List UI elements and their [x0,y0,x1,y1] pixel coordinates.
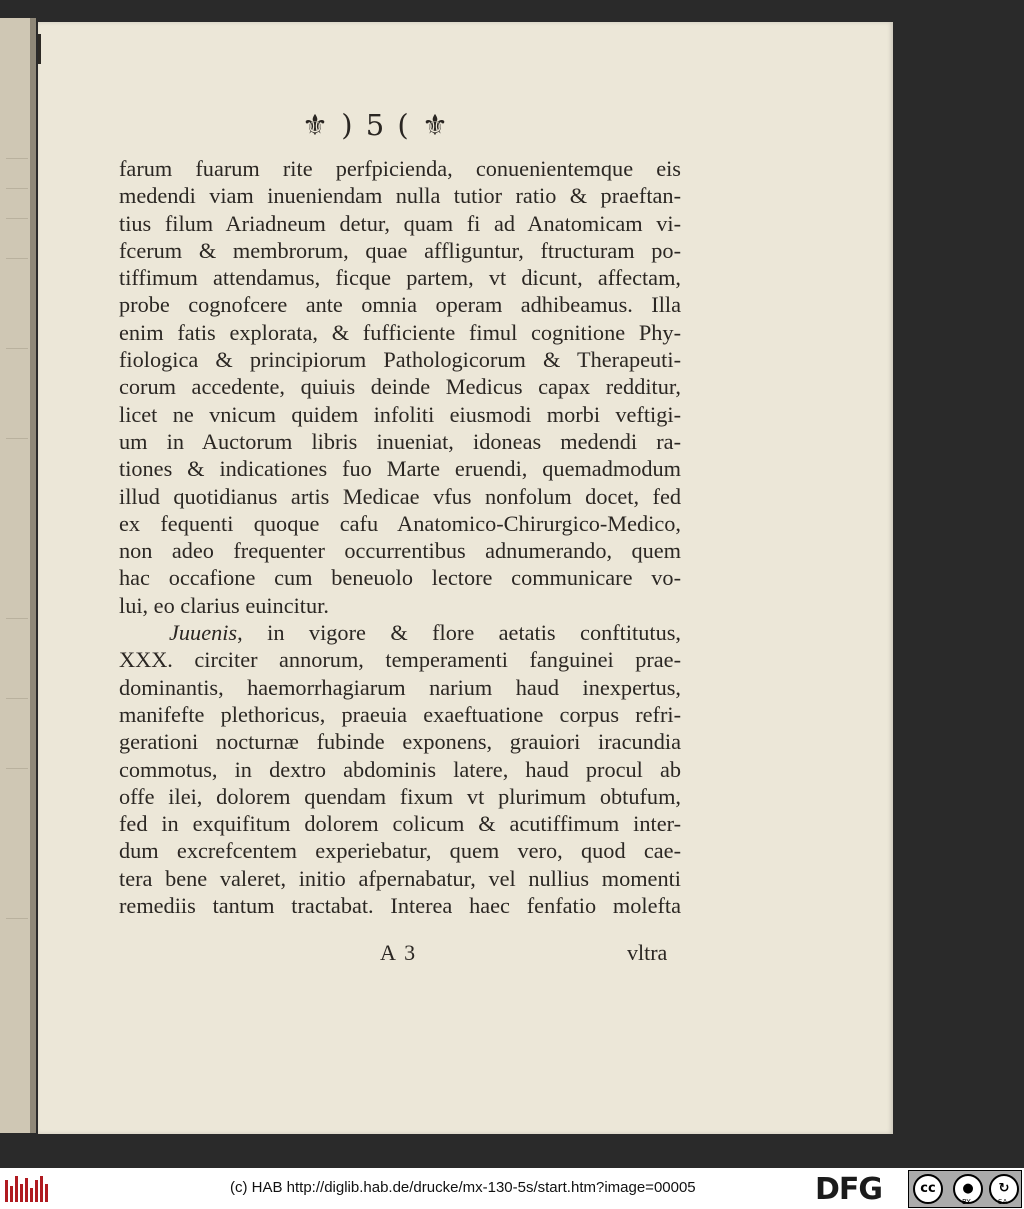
text-line: dominantis, haemorrhagiarum narium haud inexpertus, [119,674,681,700]
text-line: commotus, in dextro abdominis latere, haud procul ab [119,756,681,782]
text-line: probe cognofcere ante omnia operam adhibeamus. Illa [119,292,681,318]
text-line: farum fuarum rite perfpicienda, conuenientemque eis [119,156,681,181]
text-line: fcerum & membrorum, quae affliguntur, ftructuram po- [119,237,681,263]
dfg-logo: DFG [815,1172,883,1207]
text-line: XXX. circiter annorum, temperamenti fanguinei prae- [119,647,681,673]
page-body [119,155,681,919]
text-line: manifefte plethoricus, praeuia exaeftuatione corpus refri- [119,701,681,727]
text-line: corum accedente, quiuis deinde Medicus capax redditur, [119,374,681,400]
italic-word: Juuenis [169,620,238,646]
by-label: BY [962,1198,971,1206]
footer-bar [0,1168,1024,1209]
text-line: gerationi nocturnæ fubinde exponens, grauiori iracundia [119,729,681,755]
text-line: enim fatis explorata, & fufficiente fimul cognitione Phy- [119,319,681,345]
page-header: ⚜ ) 5 ( ⚜ [302,108,450,142]
text-line: ex fequenti quoque cafu Anatomico-Chirurgico-Medico, [119,510,681,536]
text-line: hac occafione cum beneuolo lectore communicare vo- [119,565,681,591]
text-line: remediis tantum tractabat. Interea haec fenfatio molefta [119,893,681,919]
copyright-link[interactable]: (c) HAB http://diglib.hab.de/drucke/mx-130-5s/start.htm?image=00005 [230,1179,696,1196]
share-alike-icon: ↻ [989,1174,1019,1204]
text-line: dum excrefcentem experiebatur, quem vero, quod cae- [119,838,681,864]
previous-page-edge [0,18,36,1133]
text-line: tiones & indicationes fuo Marte eruendi, quemadmodum [119,456,681,482]
text-line: lui, eo clarius euincitur. [119,592,329,618]
text-line: non adeo frequenter occurrentibus adnumerando, quem [119,538,681,564]
hab-logo-icon [5,1176,49,1202]
text-line: illud quotidianus artis Medicae vfus nonfolum docet, fed [119,483,681,509]
page-marker [38,34,41,64]
text-line: tius filum Ariadneum detur, quam fi ad Anatomicam vi- [119,210,681,236]
attribution-icon: ● [953,1174,983,1204]
signature-mark: A 3 [380,940,418,965]
sa-label: SA [998,1198,1008,1206]
text-line: um in Auctorum libris inueniat, idoneas medendi ra- [119,428,681,454]
cc-icon: cc [913,1174,943,1204]
paragraph-start [119,619,681,646]
text-line: licet ne vnicum quidem infoliti eiusmodi morbi veftigi- [119,401,681,427]
text-line: fed in exquifitum dolorem colicum & acutiffimum inter- [119,811,681,837]
text-line: fiologica & principiorum Pathologicorum & Therapeuti- [119,347,681,373]
text-line: tera bene valeret, initio afpernabatur, vel nullius momenti [119,865,681,891]
catchword: vltra [627,940,668,965]
cc-license-badge[interactable] [908,1170,1022,1208]
text-line: tiffimum attendamus, ficque partem, vt dicunt, affectam, [119,265,681,291]
text-line: medendi viam inueniendam nulla tutior ratio & praeftan- [119,183,681,209]
text-fragment: , in vigore & flore aetatis conftitutus, [237,620,681,646]
text-line: offe ilei, dolorem quendam fixum vt plurimum obtufum, [119,783,681,809]
book-page [38,22,893,1134]
